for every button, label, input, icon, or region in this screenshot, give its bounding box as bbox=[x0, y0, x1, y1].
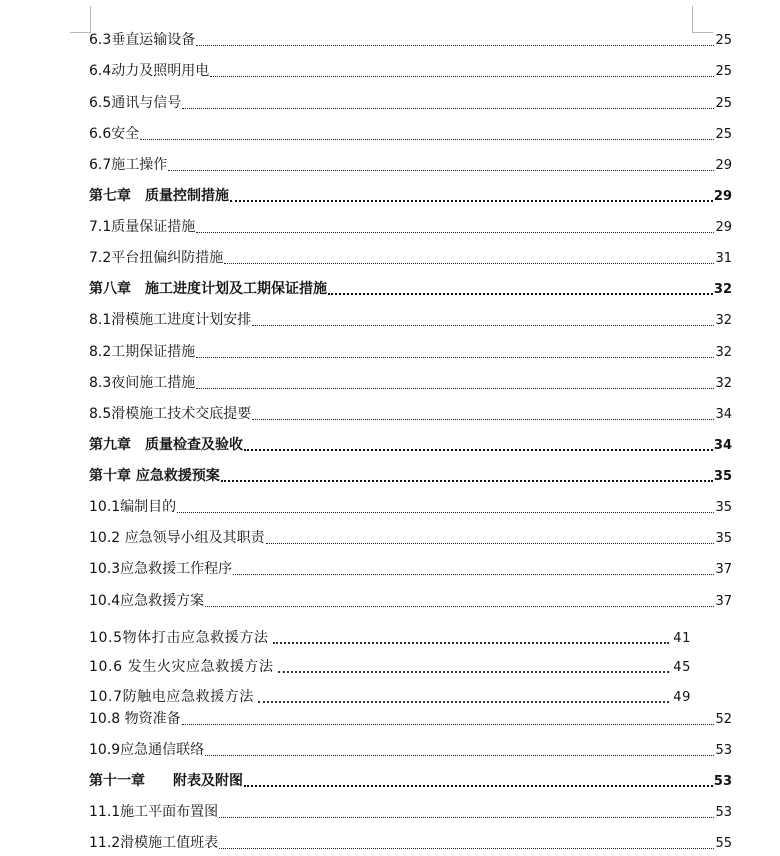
toc-entry-title: 6.5通讯与信号 bbox=[89, 95, 182, 111]
toc-entry[interactable] bbox=[89, 216, 732, 238]
toc-entry-page: 37 bbox=[715, 562, 732, 577]
toc-entry-title: 10.2 应急领导小组及其职责 bbox=[89, 530, 265, 546]
toc-entry[interactable] bbox=[89, 832, 732, 854]
toc-entry-title: 6.7施工操作 bbox=[89, 157, 168, 173]
toc-entry-title: 10.6 发生火灾应急救援方法 bbox=[89, 659, 274, 675]
toc-entry[interactable] bbox=[89, 656, 691, 678]
toc-entry[interactable] bbox=[89, 309, 732, 331]
dot-leader bbox=[233, 573, 714, 575]
page-corner-mark-left bbox=[70, 6, 91, 33]
toc-entry-title: 11.2滑模施工值班表 bbox=[89, 835, 219, 851]
dot-leader bbox=[205, 605, 714, 607]
dot-leader bbox=[182, 107, 714, 109]
toc-entry-title: 8.1滑模施工进度计划安排 bbox=[89, 312, 252, 328]
toc-entry[interactable] bbox=[89, 92, 732, 114]
dot-leader bbox=[278, 670, 670, 673]
toc-chapter-entry[interactable] bbox=[89, 465, 732, 487]
toc-entry-page: 34 bbox=[713, 438, 732, 453]
toc-entry[interactable] bbox=[89, 739, 732, 761]
toc-entry-page: 31 bbox=[715, 251, 732, 266]
dot-leader bbox=[168, 169, 714, 171]
toc-entry[interactable] bbox=[89, 558, 732, 580]
toc-entry[interactable] bbox=[89, 708, 732, 730]
dot-leader bbox=[273, 641, 670, 644]
toc-entry-title: 第十章 应急救援预案 bbox=[89, 468, 220, 484]
toc-entry-page: 34 bbox=[715, 407, 732, 422]
toc-entry-page: 32 bbox=[715, 376, 732, 391]
toc-entry-page: 53 bbox=[715, 805, 732, 820]
dot-leader bbox=[252, 324, 714, 326]
toc-entry-title: 6.6安全 bbox=[89, 126, 140, 142]
toc-entry-page: 53 bbox=[715, 743, 732, 758]
dot-leader bbox=[177, 511, 714, 513]
toc-entry[interactable] bbox=[89, 590, 732, 612]
toc-entry[interactable] bbox=[89, 341, 732, 363]
toc-entry-page: 32 bbox=[715, 313, 732, 328]
toc-entry-page: 32 bbox=[715, 345, 732, 360]
toc-entry-page: 35 bbox=[715, 531, 732, 546]
dot-leader bbox=[210, 75, 714, 77]
toc-entry-title: 10.1编制目的 bbox=[89, 499, 177, 515]
dot-leader bbox=[196, 44, 714, 46]
toc-entry-page: 49 bbox=[673, 690, 691, 705]
dot-leader bbox=[252, 418, 714, 420]
toc-entry-page: 41 bbox=[673, 631, 691, 646]
dot-leader bbox=[196, 231, 714, 233]
toc-entry-page: 35 bbox=[713, 469, 732, 484]
toc-entry-title: 10.5物体打击应急救援方法 bbox=[89, 630, 269, 646]
dot-leader bbox=[196, 356, 714, 358]
toc-entry-page: 25 bbox=[715, 127, 732, 142]
toc-entry-page: 29 bbox=[715, 220, 732, 235]
toc-entry[interactable] bbox=[89, 496, 732, 518]
toc-entry[interactable] bbox=[89, 801, 732, 823]
toc-entry-title: 8.5滑模施工技术交底提要 bbox=[89, 406, 252, 422]
dot-leader bbox=[230, 199, 713, 202]
toc-entry-title: 8.3夜间施工措施 bbox=[89, 375, 196, 391]
dot-leader bbox=[328, 292, 713, 295]
dot-leader bbox=[266, 542, 715, 544]
dot-leader bbox=[205, 754, 714, 756]
toc-entry-title: 第十一章 附表及附图 bbox=[89, 773, 243, 789]
toc-entry-page: 37 bbox=[715, 594, 732, 609]
toc-entry-page: 52 bbox=[715, 712, 732, 727]
toc-entry-title: 10.8 物资准备 bbox=[89, 711, 181, 727]
dot-leader bbox=[224, 262, 714, 264]
toc-entry-page: 55 bbox=[715, 836, 732, 851]
toc-entry-title: 10.4应急救援方案 bbox=[89, 593, 205, 609]
toc-entry[interactable] bbox=[89, 627, 691, 649]
toc-entry-page: 35 bbox=[715, 500, 732, 515]
toc-entry[interactable] bbox=[89, 60, 732, 82]
toc-entry-page: 25 bbox=[715, 64, 732, 79]
toc-entry-title: 第九章 质量检查及验收 bbox=[89, 437, 243, 453]
toc-entry-title: 第七章 质量控制措施 bbox=[89, 188, 229, 204]
toc-entry-page: 32 bbox=[713, 282, 732, 297]
toc-entry-page: 29 bbox=[715, 158, 732, 173]
dot-leader bbox=[196, 387, 714, 389]
dot-leader bbox=[182, 723, 715, 725]
toc-entry[interactable] bbox=[89, 29, 732, 51]
toc-entry[interactable] bbox=[89, 686, 691, 708]
toc-entry-title: 11.1施工平面布置图 bbox=[89, 804, 219, 820]
dot-leader bbox=[244, 784, 713, 787]
toc-entry-title: 7.1质量保证措施 bbox=[89, 219, 196, 235]
toc-entry-page: 53 bbox=[713, 774, 732, 789]
toc-entry[interactable] bbox=[89, 403, 732, 425]
toc-chapter-entry[interactable] bbox=[89, 278, 732, 300]
toc-entry-title: 7.2平台扭偏纠防措施 bbox=[89, 250, 224, 266]
toc-entry[interactable] bbox=[89, 154, 732, 176]
toc-entry-title: 8.2工期保证措施 bbox=[89, 344, 196, 360]
toc-entry[interactable] bbox=[89, 123, 732, 145]
dot-leader bbox=[258, 700, 669, 703]
toc-entry[interactable] bbox=[89, 527, 732, 549]
toc-entry[interactable] bbox=[89, 247, 732, 269]
toc-entry-page: 25 bbox=[715, 96, 732, 111]
toc-entry-title: 10.9应急通信联络 bbox=[89, 742, 205, 758]
toc-chapter-entry[interactable] bbox=[89, 770, 732, 792]
toc-chapter-entry[interactable] bbox=[89, 434, 732, 456]
toc-entry-title: 10.7防触电应急救援方法 bbox=[89, 689, 254, 705]
toc-entry-title: 6.3垂直运输设备 bbox=[89, 32, 196, 48]
dot-leader bbox=[221, 479, 713, 482]
toc-entry-title: 第八章 施工进度计划及工期保证措施 bbox=[89, 281, 327, 297]
dot-leader bbox=[140, 138, 714, 140]
toc-entry-page: 29 bbox=[713, 189, 732, 204]
toc-entry-title: 6.4动力及照明用电 bbox=[89, 63, 210, 79]
toc-entry-page: 25 bbox=[715, 33, 732, 48]
dot-leader bbox=[219, 847, 714, 849]
toc-entry-page: 45 bbox=[673, 660, 691, 675]
toc-chapter-entry[interactable] bbox=[89, 185, 732, 207]
dot-leader bbox=[244, 448, 713, 451]
toc-entry[interactable] bbox=[89, 372, 732, 394]
dot-leader bbox=[219, 816, 714, 818]
toc-entry-title: 10.3应急救援工作程序 bbox=[89, 561, 233, 577]
